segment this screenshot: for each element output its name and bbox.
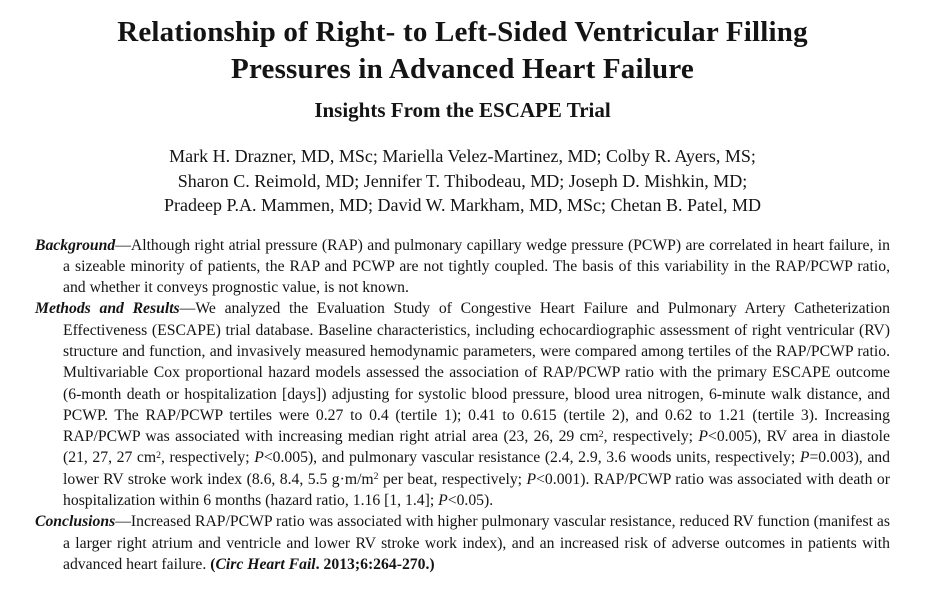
text-run: <0.05). — [447, 492, 494, 510]
text-run: 2 — [598, 428, 604, 440]
article-title-line-1: Relationship of Right- to Left-Sided Ventricular Filling — [117, 16, 808, 48]
paragraph-body-methods-and-results — [63, 300, 890, 509]
text-run: P — [526, 470, 537, 488]
text-run: —Increased RAP/PCWP ratio was associated with higher pulmonary vascular resistance, reduced RV function (manifest as a larger right atrium and ventricle and lower RV stroke work index), and an increased risk of adverse outcomes in patients with advanced heart failure. — [63, 513, 890, 573]
text-run: P — [799, 449, 810, 467]
paragraph-body-background — [63, 237, 890, 297]
text-run: P — [438, 492, 448, 510]
text-run: <0.005), RV area in diastole (21, 27, 27 cm — [63, 428, 890, 467]
article-subtitle: Insights From the ESCAPE Trial — [314, 98, 611, 122]
text-run: —Although right atrial pressure (RAP) and pulmonary capillary wedge pressure (PCWP) are correlated in heart failure, in a sizeable minority of patients, the RAP and PCWP are not tightly coupled. The basis of this variability in the RAP/PCWP ratio, and whether it conveys prognostic value, is not known. — [63, 236, 890, 297]
text-run: <0.001). RAP/PCWP ratio was associated with death or hospitalization within 6 months (hazard ratio, 1.16 [1, 1.4]; — [63, 470, 890, 510]
abstract-section — [35, 235, 890, 576]
text-run: P — [698, 428, 708, 446]
text-run: . 2013;6:264-270.) — [315, 555, 435, 573]
text-run: Circ Heart Fail — [215, 555, 316, 573]
paragraph-label-methods-and-results: Methods and Results — [35, 300, 180, 318]
author-line-2: Sharon C. Reimold, MD; Jennifer T. Thibodeau, MD; Joseph D. Mishkin, MD; — [177, 170, 748, 191]
abstract-paragraph-conclusions — [35, 511, 890, 575]
abstract-paragraph-methods-and-results — [35, 298, 890, 511]
text-run: P — [254, 449, 264, 467]
text-run: <0.005), and pulmonary vascular resistance (2.4, 2.9, 3.6 woods units, respectively; — [263, 449, 800, 467]
text-run: ( — [210, 555, 216, 573]
author-list — [0, 144, 925, 218]
text-run: 2 — [156, 450, 161, 462]
text-run: =0.003), and lower RV stroke work index (8.6, 8.4, 5.5 g·m/m — [63, 449, 890, 488]
article-title-line-2: Pressures in Advanced Heart Failure — [231, 53, 694, 85]
author-line-3: Pradeep P.A. Mammen, MD; David W. Markham, MD, MSc; Chetan B. Patel, MD — [164, 195, 761, 215]
author-line-1: Mark H. Drazner, MD, MSc; Mariella Velez-Martinez, MD; Colby R. Ayers, MS; — [169, 146, 756, 166]
paragraph-label-background: Background — [35, 236, 116, 254]
text-run: —We analyzed the Evaluation Study of Congestive Heart Failure and Pulmonary Artery Catheterization Effectiveness (ESCAPE) trial database. Baseline characteristics, including echocardiographic assessment of right ventricular (RV) structure and function, and invasively measured hemodynamic parameters, were compared among tertiles of the RAP/PCWP ratio. Multivariable Cox proportional hazard models assessed the association of RAP/PCWP ratio with the primary ESCAPE outcome (6-month death or hospitalization [days]) adjusting for systolic blood pressure, blood urea nitrogen, 6-minute walk distance, and PCWP. The RAP/PCWP tertiles were 0.27 to 0.4 (tertile 1); 0.41 to 0.615 (tertile 2), and 0.62 to 1.21 (tertile 3). Increasing RAP/PCWP was associated with increasing median right atrial area (23, 26, 29 cm — [63, 300, 890, 446]
article-title — [0, 14, 925, 88]
text-run: , respectively; — [160, 449, 255, 467]
abstract-paragraph-background — [35, 235, 890, 299]
text-run: per beat, respectively; — [378, 470, 527, 488]
paragraph-body-conclusions — [63, 513, 890, 573]
text-run: 2 — [373, 471, 379, 483]
text-run: , respectively; — [603, 428, 699, 446]
paragraph-label-conclusions: Conclusions — [35, 513, 116, 531]
